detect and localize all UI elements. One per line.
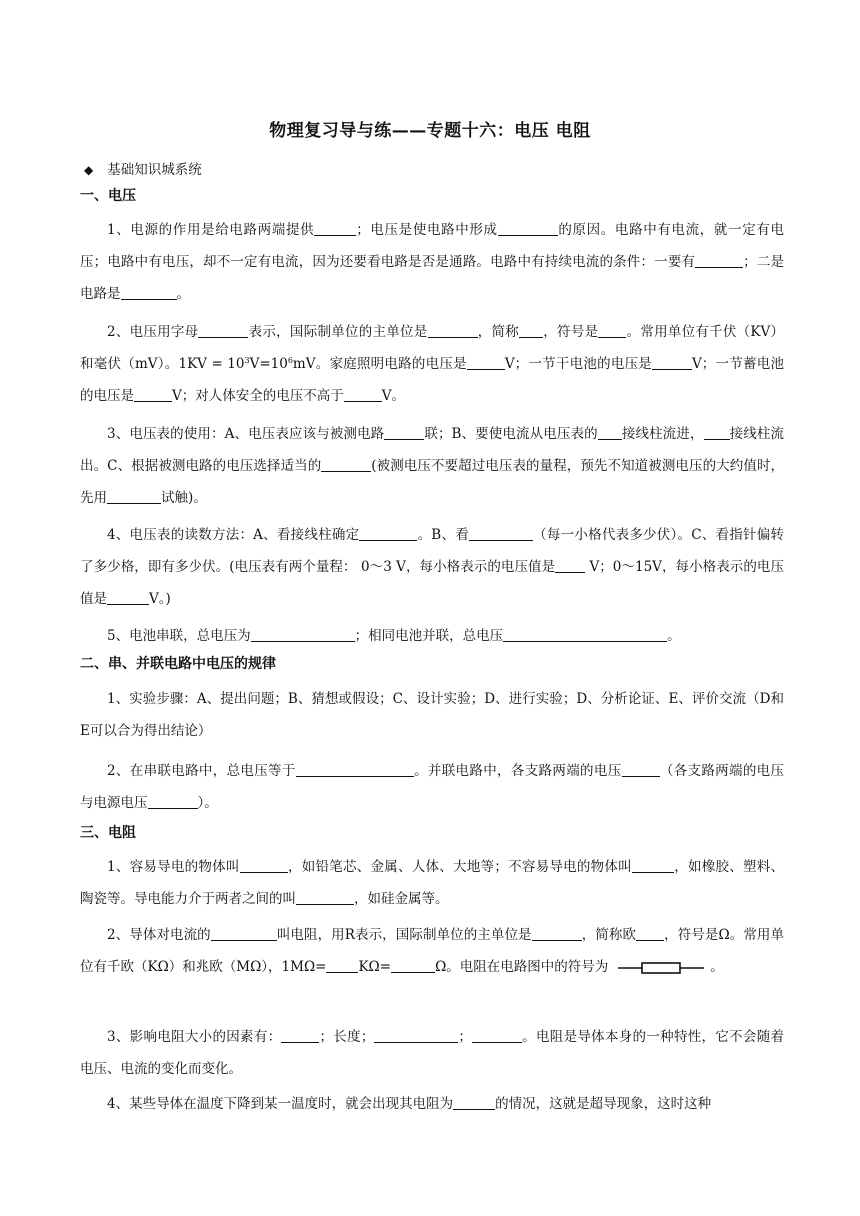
blank (636, 926, 664, 941)
text-run: V。 (381, 388, 405, 404)
paragraph-3-1 (80, 851, 784, 915)
text-run: ，符号是 (543, 324, 599, 340)
text-run: 1、电源的作用是给电路两端提供 (107, 222, 315, 238)
blank (472, 1028, 522, 1043)
blank (211, 926, 277, 941)
blank (622, 762, 660, 777)
text-run: 接线柱流进， (621, 426, 704, 442)
blank (555, 558, 585, 573)
blank (453, 1095, 495, 1110)
text-run: 4、某些导体在温度下降到某一温度时，就会出现其电阻为 (107, 1096, 454, 1112)
blank (107, 590, 149, 605)
text-run: KΩ= (358, 959, 392, 975)
blank (121, 285, 177, 300)
blank (240, 858, 288, 873)
blank (296, 762, 414, 777)
text-run: (被测电压不要超过电压表的量程，预先不知道被测电压的大约值时，先用 (80, 458, 784, 506)
text-run: ； (458, 1029, 472, 1045)
text-run: ；长度； (319, 1029, 375, 1045)
paragraph-1-3 (80, 418, 784, 514)
text-run: ，如硅金属等。 (354, 891, 449, 907)
blank (498, 221, 558, 236)
text-run: ；二是电路是 (80, 254, 785, 302)
blank (532, 926, 582, 941)
blank (695, 253, 743, 268)
text-run: 。B、看 (417, 527, 469, 543)
text-run: 2、导体对电流的 (107, 927, 211, 943)
text-run: ，简称 (477, 324, 520, 340)
text-run: 3、影响电阻大小的因素有： (107, 1029, 282, 1045)
blank (652, 355, 692, 370)
text-run: V=10 (249, 356, 288, 372)
blank (359, 526, 417, 541)
text-run: 。电阻是导体本身的一种特性，它不会随着电压、电流的变化而变化。 (80, 1029, 785, 1077)
blank (134, 387, 172, 402)
text-run: 叫电阻，用R表示，国际制单位的主单位是 (276, 927, 532, 943)
text-run: 4、电压表的读数方法：A、看接线柱确定 (107, 527, 360, 543)
text-run: ；相同电池并联，总电压 (354, 628, 504, 644)
section-heading-series-parallel: 二、串、并联电路中电压的规律 (80, 656, 276, 672)
paragraph-1-4 (80, 519, 784, 615)
section-heading-voltage: 一、电压 (80, 188, 136, 204)
blank (374, 1028, 458, 1043)
text-run: 1、实验步骤：A、提出问题；B、猜想或假设；C、设计实验；D、进行实验；D、分析论证、E、评价交流（D和E可以合为得出结论） (80, 691, 784, 739)
blank (391, 958, 435, 973)
text-run: 。常用单位有千伏（KV）和毫伏（mV）。1KV = 10 (80, 324, 785, 372)
text-run: 的情况，这就是超导现象，这时这种 (495, 1096, 712, 1112)
blank (598, 323, 626, 338)
text-run: 6 (287, 356, 293, 365)
paragraph-1-5 (80, 620, 784, 652)
text-run: 。并联电路中，各支路两端的电压 (413, 763, 622, 779)
text-run: V；0～15V，每小格表示的电压值是 (80, 559, 785, 607)
text-run: Ω。电阻在电路图中的符号为 (435, 959, 609, 975)
text-run: V；一节蓄电池的电压是 (80, 356, 785, 404)
text-run: 联；B、要使电流从电压表的 (424, 426, 598, 442)
intro-line (84, 158, 202, 178)
text-run: 。 (176, 286, 190, 302)
blank (107, 489, 161, 504)
paragraph-3-2 (80, 919, 784, 983)
section-heading-resistance: 三、电阻 (80, 825, 136, 841)
text-run: 1、容易导电的物体叫 (107, 859, 240, 875)
blank (598, 425, 622, 440)
text-run: ，如铅笔芯、金属、人体、大地等；不容易导电的物体叫 (287, 859, 632, 875)
text-run: 2、电压用字母 (107, 324, 199, 340)
paragraph-2-1 (80, 683, 784, 747)
blank (251, 627, 355, 642)
blank (148, 794, 198, 809)
blank (321, 457, 371, 472)
blank (428, 323, 478, 338)
text-run: （每一小格代表多少伏）。C、看指针偏转了多少格，即有多少伏。(电压表有两个量程： 0～3 V，每小格表示的电压值是 (80, 527, 784, 575)
paragraph-1-2 (80, 316, 784, 412)
text-run: 接线柱流出。C、根据被测电路的电压选择适当的 (80, 426, 785, 474)
blank (314, 221, 356, 236)
text-run: ，符号是Ω。常用单位有千欧（KΩ）和兆欧（MΩ），1MΩ= (80, 927, 784, 975)
blank (326, 958, 358, 973)
blank (519, 323, 543, 338)
intro-text: 基础知识城系统 (107, 162, 202, 178)
text-run: 的原因。电路中有电流，就一定有电压；电路中有电压，却不一定有电流，因为还要看电路是否是通路。电路中有持续电流的条件：一要有 (80, 222, 785, 270)
text-run: ，简称欧 (581, 927, 637, 943)
text-run: 2、在串联电路中，总电压等于 (107, 763, 296, 779)
paragraph-3-3 (80, 1021, 784, 1085)
blank (503, 627, 667, 642)
text-run: 3 (244, 356, 250, 365)
blank (704, 425, 730, 440)
text-run: 5、电池串联，总电压为 (107, 628, 251, 644)
blank (296, 890, 354, 905)
text-run: V；一节干电池的电压是 (504, 356, 653, 372)
blank (281, 1028, 319, 1043)
blank (344, 387, 382, 402)
blank (632, 858, 674, 873)
text-run: mV。家庭照明电路的电压是 (292, 356, 467, 372)
text-run: ；电压是使电路中形成 (356, 222, 498, 238)
text-run: 3、电压表的使用：A、电压表应该与被测电路 (107, 426, 385, 442)
text-run: 。 (667, 628, 681, 644)
text-run: V；对人体安全的电压不高于 (172, 388, 344, 404)
blank (384, 425, 424, 440)
resistor-symbol-icon (618, 962, 704, 974)
paragraph-1-1 (80, 214, 784, 310)
text-run: ，如橡胶、塑料、陶瓷等。导电能力介于两者之间的叫 (80, 859, 785, 907)
text-run: 试触)。 (161, 490, 207, 506)
text-run: 。 (710, 959, 724, 975)
text-run: （各支路两端的电压与电源电压 (80, 763, 785, 811)
blank (469, 526, 533, 541)
page-title: 物理复习导与练——专题十六：电压 电阻 (269, 121, 591, 141)
paragraph-3-4 (80, 1088, 784, 1120)
blank (198, 323, 248, 338)
paragraph-2-2 (80, 755, 784, 819)
blank (467, 355, 505, 370)
diamond-bullet-icon: ◆ (84, 163, 94, 177)
text-run: 表示，国际制单位的主单位是 (248, 324, 428, 340)
text-run: V。) (149, 591, 171, 607)
text-run: ）。 (197, 795, 218, 811)
